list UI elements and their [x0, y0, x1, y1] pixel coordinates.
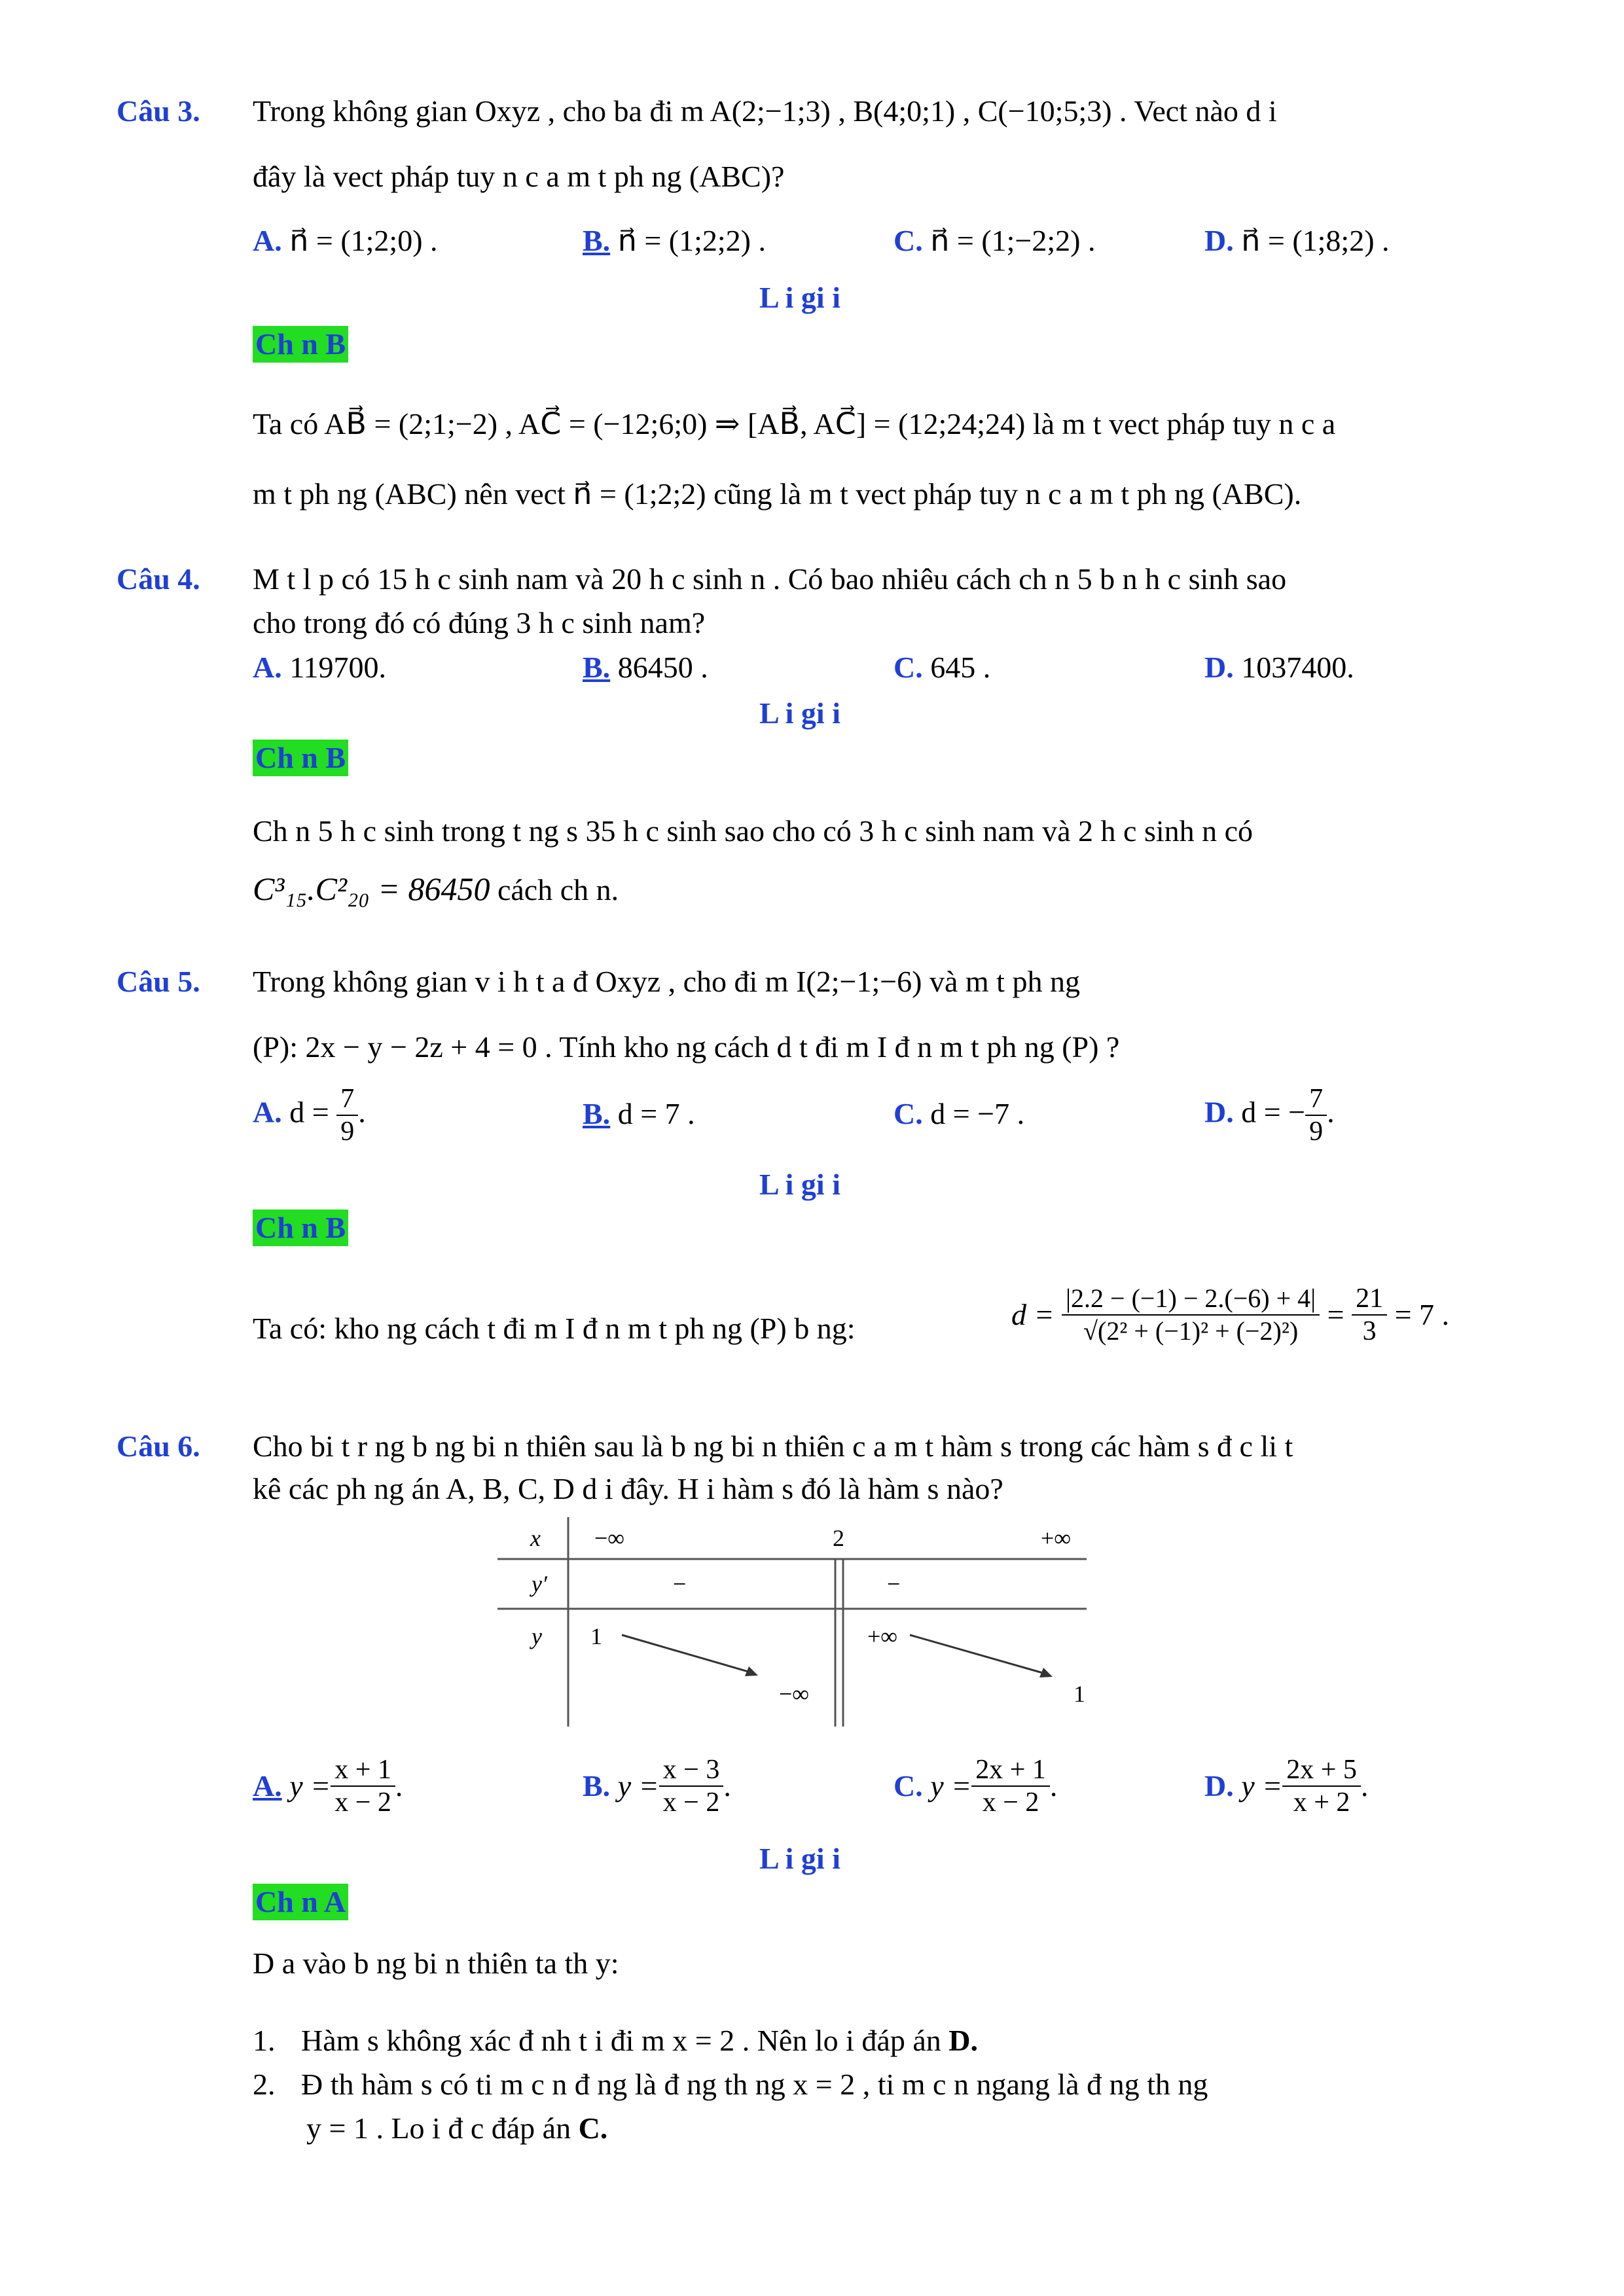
- question-4-line-1: M t l p có 15 h c sinh nam và 20 h c sinh n . Có bao nhiêu cách ch n 5 b n h c sinh sao: [253, 562, 1287, 596]
- option-label: C.: [893, 1769, 923, 1803]
- fraction: [971, 1754, 1050, 1818]
- q4-option-b[interactable]: [583, 648, 708, 687]
- yprime-right-sign: −: [887, 1571, 901, 1597]
- period: .: [1360, 1769, 1369, 1803]
- option-label: A.: [253, 1095, 282, 1129]
- option-text: n⃗ = (1;8;2) .: [1241, 224, 1390, 257]
- arrow-head: [745, 1666, 758, 1676]
- fraction: [659, 1754, 724, 1818]
- option-text: 1037400.: [1241, 651, 1354, 684]
- option-label: D.: [1204, 1769, 1234, 1803]
- numerator: 21: [1352, 1283, 1387, 1316]
- q6-option-a[interactable]: [253, 1754, 403, 1818]
- option-label: D.: [1204, 651, 1234, 684]
- period: .: [1049, 1769, 1058, 1803]
- question-3-line-1: Trong không gian Oxyz , cho ba đi m A(2;−1;3) , B(4;0;1) , C(−10;5;3) . Vect nào d i: [253, 94, 1277, 128]
- y-equals: y =: [1241, 1769, 1283, 1803]
- y-equals: y =: [289, 1769, 331, 1803]
- option-text: n⃗ = (1;2;2) .: [617, 224, 766, 257]
- q3-option-b[interactable]: [583, 221, 766, 260]
- option-label: D.: [1204, 224, 1234, 257]
- option-text: 86450 .: [617, 651, 708, 684]
- option-label: B.: [583, 651, 611, 684]
- y-right-bottom: 1: [1074, 1681, 1085, 1707]
- option-suffix: .: [1327, 1095, 1335, 1129]
- y-equals: y =: [930, 1769, 972, 1803]
- question-6-line-2: kê các ph ng án A, B, C, D d i đây. H i hàm s đó là hàm s nào?: [253, 1472, 1003, 1505]
- option-label: B.: [583, 1769, 611, 1803]
- denominator: 9: [340, 1117, 355, 1147]
- option-prefix: d =: [289, 1095, 337, 1129]
- decrease-arrow-left: [622, 1635, 753, 1673]
- q3-option-a[interactable]: [253, 221, 438, 260]
- variation-table: [497, 1517, 1100, 1733]
- period: .: [395, 1769, 403, 1803]
- decrease-arrow-right: [910, 1635, 1047, 1674]
- q5-chosen-answer: Ch n B: [253, 1210, 348, 1246]
- x-right-value: +∞: [1041, 1525, 1071, 1551]
- numerator: x + 1: [331, 1754, 395, 1787]
- question-5-line-2: (P): 2x − y − 2z + 4 = 0 . Tính kho ng cách d t đi m I đ n m t ph ng (P) ?: [253, 1030, 1120, 1064]
- formula-result: = 7 .: [1394, 1298, 1450, 1331]
- item-number: 2.: [253, 2068, 276, 2101]
- yprime-left-sign: −: [673, 1571, 687, 1597]
- q6-chosen-answer: Ch n A: [253, 1884, 348, 1920]
- item-number: 1.: [253, 2024, 276, 2057]
- option-label: C.: [893, 1097, 923, 1130]
- q4-chosen-answer: Ch n B: [253, 740, 348, 776]
- question-6-line-1: Cho bi t r ng b ng bi n thiên sau là b ng bi n thiên c a m t hàm s trong các hàm s đ c li t: [253, 1429, 1293, 1463]
- q5-distance-formula: [1011, 1283, 1449, 1374]
- row-x-label: x: [530, 1525, 541, 1551]
- q4-solution-title: L i gi i: [759, 696, 840, 730]
- item-text: Hàm s không xác đ nh t i đi m x = 2 . Nên lo i đáp án: [301, 2024, 949, 2057]
- question-3-label: Câu 3.: [117, 94, 200, 128]
- q5-solution-title: L i gi i: [759, 1168, 840, 1201]
- option-label: C.: [893, 224, 923, 257]
- question-4-label: Câu 4.: [117, 562, 200, 596]
- q3-solution-title: L i gi i: [759, 281, 840, 314]
- question-4-line-2: cho trong đó có đúng 3 h c sinh nam?: [253, 606, 706, 639]
- x-left-value: −∞: [594, 1525, 624, 1551]
- option-text: 119700.: [289, 651, 387, 684]
- q5-option-d[interactable]: [1204, 1083, 1335, 1147]
- option-text: d = 7 .: [617, 1097, 695, 1130]
- denominator: x − 2: [334, 1787, 391, 1818]
- item-bold: D.: [948, 2024, 978, 2057]
- denominator: 3: [1362, 1316, 1377, 1346]
- x-mid-value: 2: [833, 1525, 844, 1551]
- q5-option-b[interactable]: [583, 1094, 695, 1134]
- question-3-line-2: đây là vect pháp tuy n c a m t ph ng (ABC)?: [253, 160, 785, 193]
- q3-option-d[interactable]: [1204, 221, 1390, 260]
- numerator: |2.2 − (−1) − 2.(−6) + 4|: [1062, 1283, 1320, 1316]
- q6-solution-item-2-cont: [306, 2109, 607, 2148]
- denominator: √(2² + (−1)² + (−2)²): [1083, 1316, 1299, 1346]
- q6-option-b[interactable]: [583, 1754, 731, 1818]
- formula-lhs: d =: [1011, 1298, 1055, 1331]
- q3-solution-line-1: Ta có AB⃗ = (2;1;−2) , AC⃗ = (−12;6;0) ⇒ [AB⃗, AC⃗] = (12;24;24) là m t vect pháp tuy n c a: [253, 407, 1336, 440]
- option-text: d = −7 .: [930, 1097, 1025, 1130]
- row-y-label: y: [532, 1623, 542, 1649]
- y-equals: y =: [617, 1769, 659, 1803]
- q3-solution-line-2: m t ph ng (ABC) nên vect n⃗ = (1;2;2) cũng là m t vect pháp tuy n c a m t ph ng (ABC).: [253, 477, 1302, 511]
- option-label: D.: [1204, 1095, 1234, 1129]
- denominator: x − 2: [982, 1787, 1039, 1818]
- q6-option-c[interactable]: [893, 1754, 1057, 1818]
- q4-option-a[interactable]: [253, 648, 386, 687]
- fraction: [1305, 1083, 1327, 1147]
- q6-solution-item-1: [253, 2021, 978, 2060]
- q3-chosen-answer: Ch n B: [253, 326, 348, 363]
- q6-option-d[interactable]: [1204, 1754, 1368, 1818]
- option-text: n⃗ = (1;2;0) .: [289, 224, 438, 257]
- combination-formula: C³₁₅.C²₂₀ = 86450: [253, 870, 490, 907]
- equals-sign: =: [1327, 1298, 1344, 1331]
- option-text: 645 .: [930, 651, 991, 684]
- fraction: [331, 1754, 395, 1818]
- option-label: A.: [253, 1769, 282, 1803]
- option-label: B.: [583, 224, 611, 257]
- arrow-head: [1039, 1668, 1053, 1677]
- y-right-top: +∞: [867, 1623, 897, 1649]
- numerator: 7: [336, 1083, 358, 1116]
- row-yprime-label: y′: [532, 1571, 547, 1597]
- formula-suffix: cách ch n.: [490, 873, 619, 906]
- question-5-label: Câu 5.: [117, 965, 200, 998]
- q6-solution-intro: D a vào b ng bi n thiên ta th y:: [253, 1946, 619, 1980]
- distance-fraction: [1062, 1283, 1320, 1347]
- result-fraction: [1352, 1283, 1387, 1347]
- option-label: A.: [253, 651, 282, 684]
- q4-solution-line-1: Ch n 5 h c sinh trong t ng s 35 h c sinh sao cho có 3 h c sinh nam và 2 h c sinh n có: [253, 814, 1254, 848]
- y-left-top: 1: [590, 1623, 602, 1649]
- option-label: A.: [253, 224, 282, 257]
- q5-option-c[interactable]: [893, 1094, 1024, 1134]
- denominator: x − 2: [662, 1787, 720, 1818]
- question-5-line-1: Trong không gian v i h t a đ Oxyz , cho đi m I(2;−1;−6) và m t ph ng: [253, 965, 1080, 998]
- fraction: [1282, 1754, 1361, 1818]
- option-suffix: .: [358, 1095, 366, 1129]
- option-label: B.: [583, 1097, 611, 1130]
- q5-option-a[interactable]: [253, 1083, 366, 1147]
- q4-option-c[interactable]: [893, 648, 990, 687]
- q3-option-c[interactable]: [893, 221, 1095, 260]
- option-text: n⃗ = (1;−2;2) .: [930, 224, 1096, 257]
- y-left-bottom: −∞: [779, 1681, 809, 1707]
- period: .: [723, 1769, 731, 1803]
- numerator: 2x + 5: [1282, 1754, 1361, 1787]
- q5-solution-text: Ta có: kho ng cách t đi m I đ n m t ph ng (P) b ng:: [253, 1312, 856, 1345]
- q4-solution-line-2: [253, 869, 619, 910]
- q6-solution-title: L i gi i: [759, 1842, 840, 1875]
- item-bold: C.: [578, 2111, 608, 2145]
- denominator: x + 2: [1293, 1787, 1350, 1818]
- numerator: 7: [1305, 1083, 1327, 1116]
- option-label: C.: [893, 651, 923, 684]
- fraction: [336, 1083, 358, 1147]
- question-6-label: Câu 6.: [117, 1429, 200, 1463]
- q6-solution-item-2: [253, 2065, 1208, 2104]
- item-text: y = 1 . Lo i đ c đáp án: [306, 2111, 579, 2145]
- q4-option-d[interactable]: [1204, 648, 1354, 687]
- option-prefix: d = −: [1241, 1095, 1306, 1129]
- denominator: 9: [1309, 1117, 1324, 1147]
- numerator: 2x + 1: [971, 1754, 1050, 1787]
- item-text: Đ th hàm s có ti m c n đ ng là đ ng th ng x = 2 , ti m c n ngang là đ ng th ng: [301, 2068, 1208, 2101]
- numerator: x − 3: [659, 1754, 724, 1787]
